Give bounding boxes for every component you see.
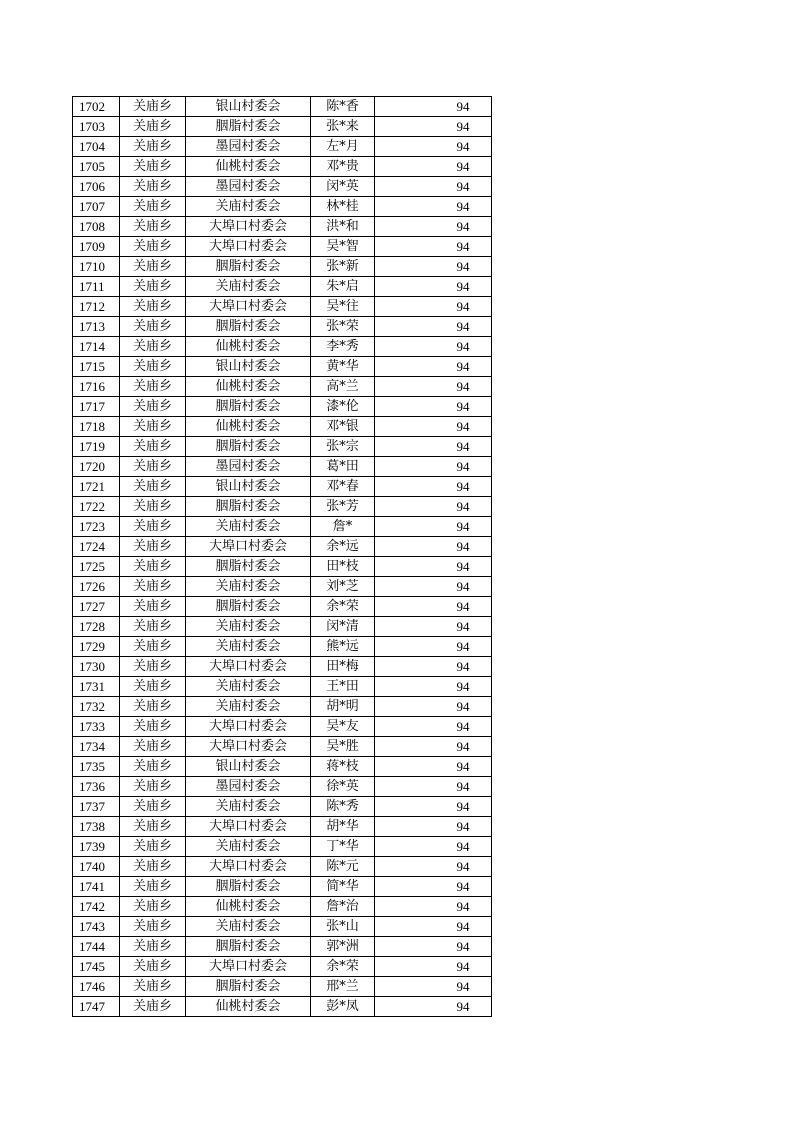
township-cell: 关庙乡 <box>120 317 186 337</box>
score-cell: 94 <box>375 797 492 817</box>
row-number-cell: 1736 <box>73 777 120 797</box>
village-committee-cell: 仙桃村委会 <box>186 417 311 437</box>
table-row <box>73 537 492 557</box>
person-name-cell: 邓*贵 <box>311 157 375 177</box>
row-number-cell: 1727 <box>73 597 120 617</box>
township-cell: 关庙乡 <box>120 177 186 197</box>
table-row <box>73 717 492 737</box>
table-row <box>73 657 492 677</box>
table-row <box>73 357 492 377</box>
row-number-cell: 1743 <box>73 917 120 937</box>
row-number-cell: 1726 <box>73 577 120 597</box>
person-name-cell: 吴*往 <box>311 297 375 317</box>
village-committee-cell: 胭脂村委会 <box>186 117 311 137</box>
person-name-cell: 陈*秀 <box>311 797 375 817</box>
score-cell: 94 <box>375 577 492 597</box>
township-cell: 关庙乡 <box>120 217 186 237</box>
village-committee-cell: 墨园村委会 <box>186 137 311 157</box>
village-committee-cell: 关庙村委会 <box>186 837 311 857</box>
township-cell: 关庙乡 <box>120 297 186 317</box>
village-committee-cell: 胭脂村委会 <box>186 597 311 617</box>
table-row <box>73 617 492 637</box>
person-name-cell: 余*远 <box>311 537 375 557</box>
village-committee-cell: 仙桃村委会 <box>186 377 311 397</box>
row-number-cell: 1721 <box>73 477 120 497</box>
score-cell: 94 <box>375 377 492 397</box>
village-committee-cell: 关庙村委会 <box>186 577 311 597</box>
township-cell: 关庙乡 <box>120 777 186 797</box>
person-name-cell: 郭*洲 <box>311 937 375 957</box>
score-cell: 94 <box>375 117 492 137</box>
score-cell: 94 <box>375 397 492 417</box>
person-name-cell: 张*山 <box>311 917 375 937</box>
township-cell: 关庙乡 <box>120 97 186 117</box>
township-cell: 关庙乡 <box>120 237 186 257</box>
row-number-cell: 1729 <box>73 637 120 657</box>
row-number-cell: 1707 <box>73 197 120 217</box>
table-row <box>73 237 492 257</box>
table-row <box>73 397 492 417</box>
township-cell: 关庙乡 <box>120 817 186 837</box>
village-committee-cell: 银山村委会 <box>186 757 311 777</box>
row-number-cell: 1732 <box>73 697 120 717</box>
table-row <box>73 897 492 917</box>
person-name-cell: 丁*华 <box>311 837 375 857</box>
village-committee-cell: 仙桃村委会 <box>186 897 311 917</box>
village-committee-cell: 大埠口村委会 <box>186 297 311 317</box>
table-row <box>73 497 492 517</box>
township-cell: 关庙乡 <box>120 937 186 957</box>
village-committee-cell: 关庙村委会 <box>186 637 311 657</box>
village-committee-cell: 银山村委会 <box>186 477 311 497</box>
township-cell: 关庙乡 <box>120 897 186 917</box>
township-cell: 关庙乡 <box>120 977 186 997</box>
person-name-cell: 张*荣 <box>311 317 375 337</box>
village-committee-cell: 大埠口村委会 <box>186 717 311 737</box>
table-row <box>73 757 492 777</box>
village-committee-cell: 胭脂村委会 <box>186 437 311 457</box>
row-number-cell: 1717 <box>73 397 120 417</box>
row-number-cell: 1741 <box>73 877 120 897</box>
score-cell: 94 <box>375 717 492 737</box>
township-cell: 关庙乡 <box>120 617 186 637</box>
village-committee-cell: 大埠口村委会 <box>186 957 311 977</box>
score-cell: 94 <box>375 657 492 677</box>
score-cell: 94 <box>375 637 492 657</box>
score-cell: 94 <box>375 477 492 497</box>
township-cell: 关庙乡 <box>120 477 186 497</box>
roster-table-body <box>73 97 492 1017</box>
township-cell: 关庙乡 <box>120 337 186 357</box>
township-cell: 关庙乡 <box>120 577 186 597</box>
row-number-cell: 1733 <box>73 717 120 737</box>
score-cell: 94 <box>375 857 492 877</box>
table-row <box>73 377 492 397</box>
village-committee-cell: 关庙村委会 <box>186 517 311 537</box>
village-committee-cell: 胭脂村委会 <box>186 977 311 997</box>
person-name-cell: 吴*胜 <box>311 737 375 757</box>
person-name-cell: 田*梅 <box>311 657 375 677</box>
township-cell: 关庙乡 <box>120 397 186 417</box>
township-cell: 关庙乡 <box>120 417 186 437</box>
row-number-cell: 1724 <box>73 537 120 557</box>
row-number-cell: 1710 <box>73 257 120 277</box>
row-number-cell: 1708 <box>73 217 120 237</box>
person-name-cell: 田*枝 <box>311 557 375 577</box>
village-committee-cell: 墨园村委会 <box>186 177 311 197</box>
township-cell: 关庙乡 <box>120 457 186 477</box>
score-cell: 94 <box>375 197 492 217</box>
township-cell: 关庙乡 <box>120 877 186 897</box>
person-name-cell: 胡*明 <box>311 697 375 717</box>
village-committee-cell: 胭脂村委会 <box>186 937 311 957</box>
village-committee-cell: 大埠口村委会 <box>186 657 311 677</box>
row-number-cell: 1731 <box>73 677 120 697</box>
township-cell: 关庙乡 <box>120 497 186 517</box>
township-cell: 关庙乡 <box>120 517 186 537</box>
person-name-cell: 徐*英 <box>311 777 375 797</box>
row-number-cell: 1716 <box>73 377 120 397</box>
table-row <box>73 277 492 297</box>
score-cell: 94 <box>375 177 492 197</box>
person-name-cell: 蒋*枝 <box>311 757 375 777</box>
score-cell: 94 <box>375 457 492 477</box>
row-number-cell: 1735 <box>73 757 120 777</box>
score-cell: 94 <box>375 677 492 697</box>
row-number-cell: 1739 <box>73 837 120 857</box>
table-row <box>73 777 492 797</box>
township-cell: 关庙乡 <box>120 537 186 557</box>
row-number-cell: 1722 <box>73 497 120 517</box>
village-committee-cell: 关庙村委会 <box>186 277 311 297</box>
village-committee-cell: 大埠口村委会 <box>186 237 311 257</box>
table-row <box>73 977 492 997</box>
score-cell: 94 <box>375 537 492 557</box>
person-name-cell: 高*兰 <box>311 377 375 397</box>
person-name-cell: 吴*智 <box>311 237 375 257</box>
row-number-cell: 1725 <box>73 557 120 577</box>
score-cell: 94 <box>375 297 492 317</box>
township-cell: 关庙乡 <box>120 757 186 777</box>
township-cell: 关庙乡 <box>120 597 186 617</box>
person-name-cell: 漆*伦 <box>311 397 375 417</box>
village-committee-cell: 大埠口村委会 <box>186 857 311 877</box>
table-row <box>73 117 492 137</box>
table-row <box>73 197 492 217</box>
table-row <box>73 97 492 117</box>
row-number-cell: 1709 <box>73 237 120 257</box>
score-cell: 94 <box>375 357 492 377</box>
person-name-cell: 邓*银 <box>311 417 375 437</box>
table-row <box>73 157 492 177</box>
township-cell: 关庙乡 <box>120 277 186 297</box>
score-cell: 94 <box>375 137 492 157</box>
table-row <box>73 857 492 877</box>
person-name-cell: 刘*芝 <box>311 577 375 597</box>
row-number-cell: 1714 <box>73 337 120 357</box>
score-cell: 94 <box>375 257 492 277</box>
table-row <box>73 737 492 757</box>
score-cell: 94 <box>375 837 492 857</box>
row-number-cell: 1702 <box>73 97 120 117</box>
table-row <box>73 677 492 697</box>
score-cell: 94 <box>375 897 492 917</box>
table-row <box>73 257 492 277</box>
village-committee-cell: 胭脂村委会 <box>186 877 311 897</box>
person-name-cell: 洪*和 <box>311 217 375 237</box>
village-committee-cell: 大埠口村委会 <box>186 537 311 557</box>
row-number-cell: 1711 <box>73 277 120 297</box>
table-row <box>73 917 492 937</box>
table-row <box>73 837 492 857</box>
table-row <box>73 437 492 457</box>
table-row <box>73 417 492 437</box>
table-row <box>73 817 492 837</box>
person-name-cell: 闵*英 <box>311 177 375 197</box>
row-number-cell: 1723 <box>73 517 120 537</box>
table-row <box>73 457 492 477</box>
row-number-cell: 1746 <box>73 977 120 997</box>
person-name-cell: 余*荣 <box>311 957 375 977</box>
township-cell: 关庙乡 <box>120 157 186 177</box>
table-row <box>73 577 492 597</box>
township-cell: 关庙乡 <box>120 837 186 857</box>
row-number-cell: 1712 <box>73 297 120 317</box>
score-cell: 94 <box>375 937 492 957</box>
person-name-cell: 王*田 <box>311 677 375 697</box>
row-number-cell: 1734 <box>73 737 120 757</box>
person-name-cell: 朱*启 <box>311 277 375 297</box>
village-committee-cell: 关庙村委会 <box>186 697 311 717</box>
score-cell: 94 <box>375 917 492 937</box>
score-cell: 94 <box>375 437 492 457</box>
score-cell: 94 <box>375 817 492 837</box>
village-committee-cell: 仙桃村委会 <box>186 997 311 1017</box>
village-committee-cell: 大埠口村委会 <box>186 817 311 837</box>
table-row <box>73 797 492 817</box>
village-committee-cell: 关庙村委会 <box>186 917 311 937</box>
row-number-cell: 1745 <box>73 957 120 977</box>
township-cell: 关庙乡 <box>120 357 186 377</box>
village-committee-cell: 胭脂村委会 <box>186 317 311 337</box>
score-cell: 94 <box>375 497 492 517</box>
score-cell: 94 <box>375 517 492 537</box>
table-row <box>73 957 492 977</box>
score-cell: 94 <box>375 757 492 777</box>
person-name-cell: 邓*春 <box>311 477 375 497</box>
row-number-cell: 1718 <box>73 417 120 437</box>
village-committee-cell: 大埠口村委会 <box>186 737 311 757</box>
person-name-cell: 胡*华 <box>311 817 375 837</box>
table-row <box>73 477 492 497</box>
table-row <box>73 557 492 577</box>
township-cell: 关庙乡 <box>120 137 186 157</box>
table-row <box>73 597 492 617</box>
row-number-cell: 1728 <box>73 617 120 637</box>
score-cell: 94 <box>375 737 492 757</box>
person-name-cell: 熊*远 <box>311 637 375 657</box>
table-row <box>73 137 492 157</box>
village-committee-cell: 关庙村委会 <box>186 677 311 697</box>
score-cell: 94 <box>375 97 492 117</box>
score-cell: 94 <box>375 277 492 297</box>
table-row <box>73 637 492 657</box>
person-name-cell: 葛*田 <box>311 457 375 477</box>
township-cell: 关庙乡 <box>120 857 186 877</box>
township-cell: 关庙乡 <box>120 557 186 577</box>
person-name-cell: 张*芳 <box>311 497 375 517</box>
row-number-cell: 1738 <box>73 817 120 837</box>
score-cell: 94 <box>375 317 492 337</box>
village-committee-cell: 大埠口村委会 <box>186 217 311 237</box>
score-cell: 94 <box>375 337 492 357</box>
table-row <box>73 297 492 317</box>
township-cell: 关庙乡 <box>120 917 186 937</box>
table-row <box>73 337 492 357</box>
person-name-cell: 詹* <box>311 517 375 537</box>
score-cell: 94 <box>375 597 492 617</box>
village-committee-cell: 墨园村委会 <box>186 457 311 477</box>
village-committee-cell: 胭脂村委会 <box>186 257 311 277</box>
row-number-cell: 1715 <box>73 357 120 377</box>
score-cell: 94 <box>375 157 492 177</box>
village-committee-cell: 墨园村委会 <box>186 777 311 797</box>
row-number-cell: 1703 <box>73 117 120 137</box>
score-cell: 94 <box>375 697 492 717</box>
person-name-cell: 李*秀 <box>311 337 375 357</box>
person-name-cell: 张*宗 <box>311 437 375 457</box>
row-number-cell: 1713 <box>73 317 120 337</box>
village-committee-cell: 胭脂村委会 <box>186 397 311 417</box>
village-committee-cell: 银山村委会 <box>186 97 311 117</box>
person-name-cell: 张*新 <box>311 257 375 277</box>
township-cell: 关庙乡 <box>120 737 186 757</box>
village-committee-cell: 关庙村委会 <box>186 617 311 637</box>
village-committee-cell: 关庙村委会 <box>186 197 311 217</box>
village-committee-cell: 胭脂村委会 <box>186 557 311 577</box>
score-cell: 94 <box>375 777 492 797</box>
township-cell: 关庙乡 <box>120 797 186 817</box>
row-number-cell: 1740 <box>73 857 120 877</box>
row-number-cell: 1737 <box>73 797 120 817</box>
township-cell: 关庙乡 <box>120 677 186 697</box>
score-cell: 94 <box>375 557 492 577</box>
township-cell: 关庙乡 <box>120 117 186 137</box>
row-number-cell: 1704 <box>73 137 120 157</box>
person-name-cell: 余*荣 <box>311 597 375 617</box>
person-name-cell: 陈*香 <box>311 97 375 117</box>
person-name-cell: 邢*兰 <box>311 977 375 997</box>
row-number-cell: 1730 <box>73 657 120 677</box>
village-committee-cell: 仙桃村委会 <box>186 157 311 177</box>
score-cell: 94 <box>375 877 492 897</box>
person-name-cell: 詹*治 <box>311 897 375 917</box>
row-number-cell: 1744 <box>73 937 120 957</box>
person-name-cell: 简*华 <box>311 877 375 897</box>
table-row <box>73 317 492 337</box>
township-cell: 关庙乡 <box>120 657 186 677</box>
township-cell: 关庙乡 <box>120 717 186 737</box>
person-name-cell: 黄*华 <box>311 357 375 377</box>
row-number-cell: 1720 <box>73 457 120 477</box>
table-row <box>73 877 492 897</box>
village-committee-cell: 仙桃村委会 <box>186 337 311 357</box>
person-name-cell: 陈*元 <box>311 857 375 877</box>
table-row <box>73 217 492 237</box>
table-row <box>73 177 492 197</box>
village-committee-cell: 关庙村委会 <box>186 797 311 817</box>
score-cell: 94 <box>375 997 492 1017</box>
table-row <box>73 697 492 717</box>
row-number-cell: 1719 <box>73 437 120 457</box>
table-row <box>73 997 492 1017</box>
table-row <box>73 517 492 537</box>
person-name-cell: 闵*清 <box>311 617 375 637</box>
township-cell: 关庙乡 <box>120 197 186 217</box>
township-cell: 关庙乡 <box>120 697 186 717</box>
score-cell: 94 <box>375 977 492 997</box>
score-cell: 94 <box>375 237 492 257</box>
person-name-cell: 林*桂 <box>311 197 375 217</box>
row-number-cell: 1742 <box>73 897 120 917</box>
township-cell: 关庙乡 <box>120 997 186 1017</box>
township-cell: 关庙乡 <box>120 257 186 277</box>
roster-table <box>72 96 492 1017</box>
township-cell: 关庙乡 <box>120 377 186 397</box>
row-number-cell: 1747 <box>73 997 120 1017</box>
row-number-cell: 1706 <box>73 177 120 197</box>
score-cell: 94 <box>375 957 492 977</box>
township-cell: 关庙乡 <box>120 437 186 457</box>
score-cell: 94 <box>375 617 492 637</box>
person-name-cell: 左*月 <box>311 137 375 157</box>
score-cell: 94 <box>375 217 492 237</box>
township-cell: 关庙乡 <box>120 957 186 977</box>
person-name-cell: 吴*友 <box>311 717 375 737</box>
village-committee-cell: 银山村委会 <box>186 357 311 377</box>
village-committee-cell: 胭脂村委会 <box>186 497 311 517</box>
table-row <box>73 937 492 957</box>
person-name-cell: 彭*凤 <box>311 997 375 1017</box>
person-name-cell: 张*来 <box>311 117 375 137</box>
township-cell: 关庙乡 <box>120 637 186 657</box>
row-number-cell: 1705 <box>73 157 120 177</box>
score-cell: 94 <box>375 417 492 437</box>
